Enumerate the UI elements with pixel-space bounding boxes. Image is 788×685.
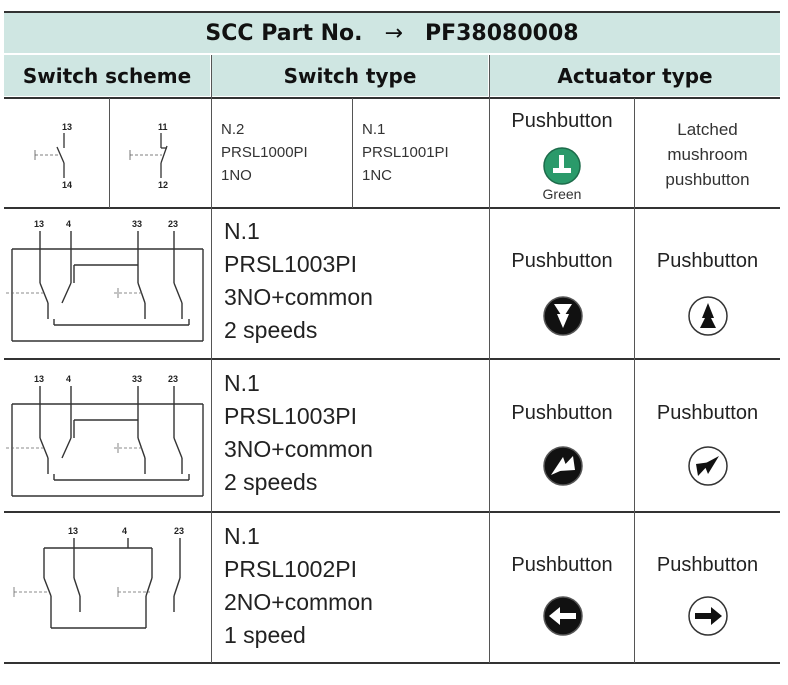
terminal-label: 13 bbox=[34, 374, 45, 384]
terminal-label: 4 bbox=[66, 374, 72, 384]
actuator-label: Pushbutton bbox=[511, 402, 613, 424]
table-divider bbox=[211, 55, 212, 663]
green-pushbutton-icon bbox=[540, 144, 584, 188]
terminal-label: 23 bbox=[174, 526, 185, 536]
actuator-label: Pushbutton bbox=[511, 110, 613, 132]
table-divider bbox=[109, 98, 110, 208]
actuator-label: Pushbutton bbox=[656, 402, 759, 424]
arrow-right-icon: → bbox=[384, 20, 403, 46]
terminal-label: 23 bbox=[168, 374, 179, 384]
switch-type-cell: N.1 PRSL1002PI 2NO+common 1 speed bbox=[224, 523, 373, 648]
column-header-switch-type: Switch type bbox=[212, 55, 488, 96]
switch-type-cell: N.1 PRSL1003PI 3NO+common 2 speeds bbox=[224, 218, 373, 343]
switch-scheme-3no-common bbox=[4, 368, 210, 508]
button-caption: Green bbox=[542, 186, 582, 202]
part-number-header bbox=[4, 13, 780, 53]
arrow-right-outline-icon bbox=[686, 594, 730, 638]
part-number-title: SCC Part No. bbox=[205, 20, 363, 46]
table-rule bbox=[4, 358, 780, 360]
terminal-label: 33 bbox=[132, 374, 143, 384]
latched-mushroom-label: Latched mushroom pushbutton bbox=[665, 120, 750, 189]
switch-type-cell: N.1 PRSL1001PI 1NC bbox=[362, 121, 449, 184]
switch-type-cell: N.2 PRSL1000PI 1NO bbox=[221, 121, 308, 184]
double-arrow-up-outline-icon bbox=[686, 294, 730, 338]
terminal-label: 33 bbox=[132, 219, 143, 229]
actuator-label: Pushbutton bbox=[511, 554, 613, 576]
table-divider bbox=[352, 98, 353, 208]
table-rule bbox=[4, 662, 780, 664]
terminal-label: 11 bbox=[158, 122, 168, 132]
double-arrow-diagonal-outline-icon bbox=[686, 444, 730, 488]
double-arrow-diagonal-filled-icon bbox=[541, 444, 585, 488]
arrow-left-filled-icon bbox=[541, 594, 585, 638]
terminal-label: 4 bbox=[66, 219, 72, 229]
terminal-label: 14 bbox=[62, 180, 73, 190]
column-header-actuator-type: Actuator type bbox=[490, 55, 780, 96]
terminal-label: 4 bbox=[122, 526, 128, 536]
table-rule bbox=[4, 511, 780, 513]
part-number-value: PF38080008 bbox=[424, 20, 579, 46]
switch-type-cell: N.1 PRSL1003PI 3NO+common 2 speeds bbox=[224, 370, 373, 495]
table-rule bbox=[4, 207, 780, 209]
column-header-switch-scheme: Switch scheme bbox=[4, 55, 210, 96]
switch-scheme-no bbox=[20, 110, 100, 200]
double-arrow-down-filled-icon bbox=[541, 294, 585, 338]
terminal-label: 13 bbox=[68, 526, 79, 536]
actuator-label: Pushbutton bbox=[656, 554, 759, 576]
switch-scheme-nc bbox=[118, 110, 198, 200]
table-rule bbox=[4, 97, 780, 99]
table-rule bbox=[4, 11, 780, 13]
terminal-label: 13 bbox=[62, 122, 73, 132]
terminal-label: 13 bbox=[34, 219, 45, 229]
actuator-label: Pushbutton bbox=[656, 250, 759, 272]
terminal-label: 12 bbox=[158, 180, 169, 190]
actuator-label: Pushbutton bbox=[511, 250, 613, 272]
switch-scheme-3no-common bbox=[4, 213, 210, 353]
terminal-label: 23 bbox=[168, 219, 179, 229]
switch-scheme-2no-common bbox=[4, 520, 210, 660]
